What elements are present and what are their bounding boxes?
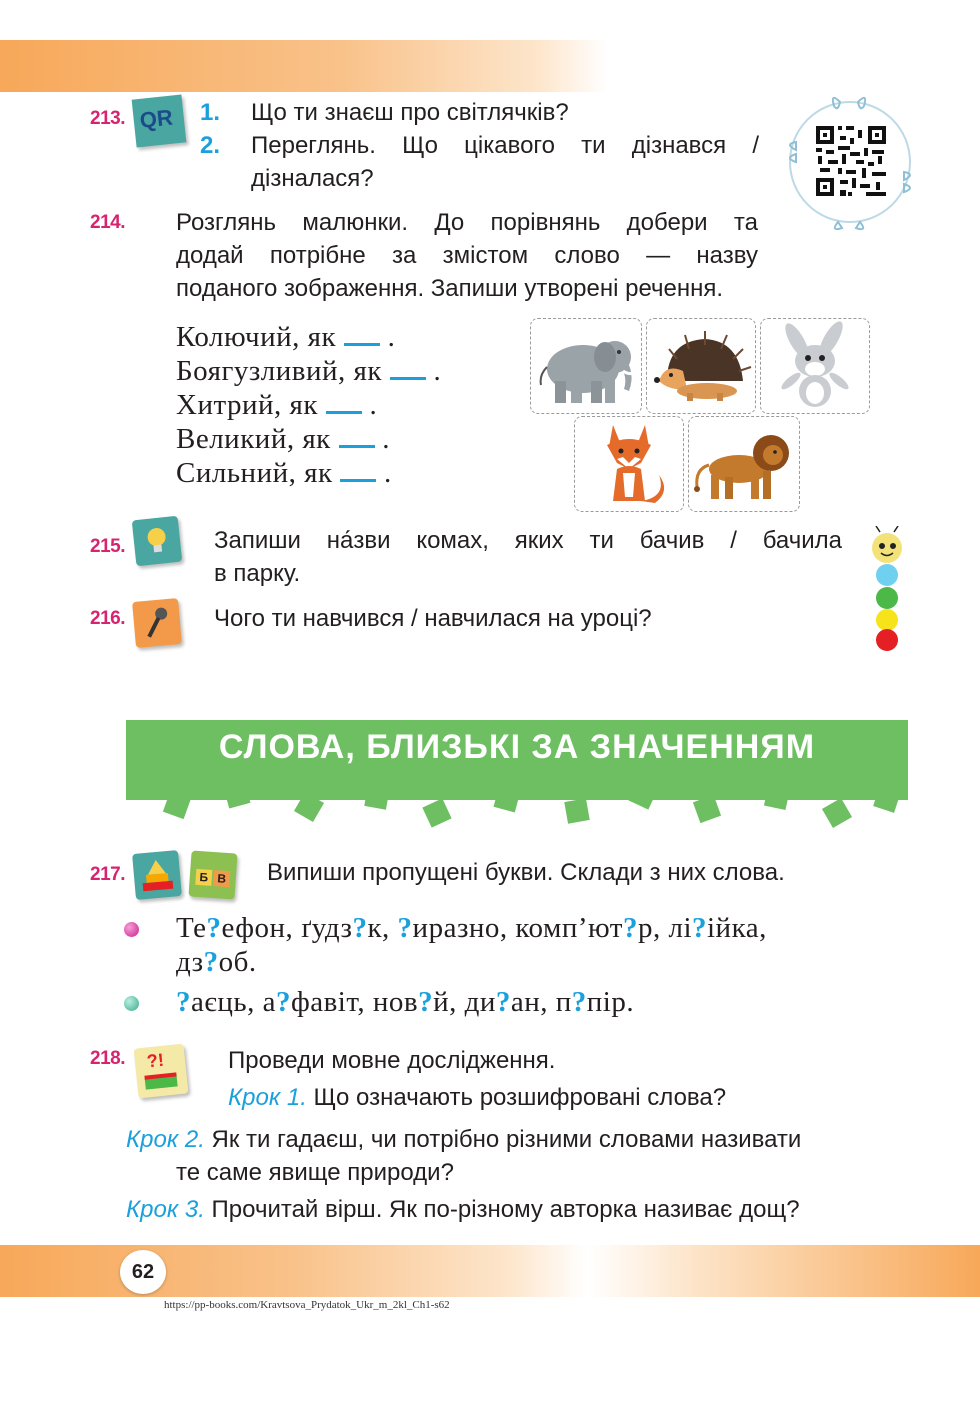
missing-letter[interactable]: ? [206,912,222,944]
phrase-row-5 [176,456,392,490]
answer-blank[interactable] [339,423,375,448]
word-row-1-cont [176,945,257,979]
confetti-square [873,785,901,813]
step-2-text: Як ти гадаєш, чи потрібно різними словами називати [211,1126,802,1153]
word-part: пір. [586,986,635,1018]
step-1-label: Крок 1. [228,1084,307,1111]
phrase-period: . [384,457,392,489]
confetti-square [364,784,389,809]
step-1-text: Що означають розшифровані слова? [313,1084,727,1111]
step-2-cont: те саме явище природи? [176,1159,454,1186]
phrase-period: . [382,423,391,455]
task-214-text-line1: Розглянь малюнки. До порівнянь добери та [176,209,758,236]
phrase-text: Великий, як [176,423,331,455]
phrase-row-3 [176,388,377,422]
missing-letter[interactable]: ? [176,986,191,1018]
picture-card-fox [574,416,684,512]
picture-card-hare [760,318,870,414]
missing-letter[interactable]: ? [203,946,219,978]
task-215-text-line1: Запиши на́зви комах, яких ти бачив / бачила [214,527,842,554]
phrase-text: Боягузливий, як [176,355,382,387]
confetti-square [764,784,790,810]
missing-letter[interactable]: ? [397,912,413,944]
step-3-text: Прочитай вірш. Як по-різному авторка називає дощ? [211,1196,800,1223]
research-label: ?! [145,1049,165,1072]
word-part: Те [176,912,207,944]
list-marker-1: 1. [200,99,221,126]
section-title: СЛОВА, БЛИЗЬКІ ЗА ЗНАЧЕННЯМ [218,728,816,766]
confetti-square [294,792,324,822]
lightbulb-icon [132,516,183,567]
top-header-bar [0,40,980,92]
confetti-square [494,786,521,813]
word-part: фавіт, нов [290,986,419,1018]
task-216-text: Чого ти навчився / навчилася на уроці? [214,605,652,632]
task-214-text-line3: поданого зображення. Запиши утворені речення. [176,275,724,302]
phrase-row-4 [176,422,390,456]
letter-blocks-icon [188,850,237,899]
confetti-square [422,798,451,827]
task-218-intro: Проведи мовне дослідження. [228,1047,556,1074]
confetti-square [693,795,721,823]
missing-letter[interactable]: ? [692,912,707,944]
task-217-text: Випиши пропущені букви. Склади з них слова. [267,859,785,886]
word-part: ан, п [510,986,572,1018]
task-number-218: 218. [90,1048,125,1069]
answer-blank[interactable] [326,389,362,414]
list-marker-2: 2. [200,132,221,159]
step-3-label: Крок 3. [126,1196,205,1223]
missing-letter[interactable]: ? [495,986,511,1018]
microphone-icon [132,598,182,648]
step-1 [228,1081,726,1114]
qr-badge-label: QR [138,104,174,133]
task-213-item-2: Переглянь. Що цікавого ти дізнався / [251,132,759,159]
source-url[interactable]: https://pp-books.com/Kravtsova_Prydatok_Ukr_m_2kl_Ch1-s62 [164,1299,450,1311]
phrase-period: . [387,321,396,353]
hare-icon [761,319,869,413]
confetti-square [564,798,589,823]
hedgehog-icon [647,319,755,413]
pyramid-toy-icon [132,850,182,900]
picture-card-elephant [530,318,642,414]
missing-letter[interactable]: ? [418,986,434,1018]
word-part: дз [176,946,204,978]
elephant-icon [531,319,641,413]
page-number: 62 [120,1250,166,1294]
block-letter-b: Б [195,869,212,886]
phrase-row-1 [176,320,395,354]
phrase-text: Сильний, як [176,457,333,489]
caterpillar-icon [864,526,910,652]
fox-icon [575,417,683,511]
block-letter-v: В [213,870,230,887]
word-part: р, лі [637,912,692,944]
task-number-216: 216. [90,608,125,629]
missing-letter[interactable]: ? [275,986,291,1018]
phrase-text: Хитрий, як [176,389,318,421]
word-row-2 [176,985,634,1019]
missing-letter[interactable]: ? [571,986,587,1018]
bullet-teal [124,996,139,1011]
task-213-item-2-cont: дізналася? [251,165,374,192]
phrase-period: . [433,355,442,387]
word-part: ійка, [707,912,767,944]
answer-blank[interactable] [390,355,426,380]
qr-code[interactable] [782,92,918,232]
confetti-square [822,798,852,828]
task-number-213: 213. [90,108,125,129]
word-part: аєць, а [191,986,276,1018]
research-book-icon [134,1044,189,1099]
step-2-label: Крок 2. [126,1126,205,1153]
task-number-217: 217. [90,864,125,885]
lion-icon [689,417,799,511]
picture-card-hedgehog [646,318,756,414]
answer-blank[interactable] [344,321,380,346]
task-213-item-1: Що ти знаєш про світлячків? [251,99,569,126]
word-part: об. [218,946,257,978]
step-3 [126,1193,800,1226]
task-214-text-line2: додай потрібне за змістом слово — назву [176,242,758,269]
word-part: к, [367,912,398,944]
task-number-215: 215. [90,536,125,557]
confetti-square [224,782,251,809]
missing-letter[interactable]: ? [352,912,368,944]
caterpillar-decoration [864,526,910,652]
confetti-square [163,791,191,819]
phrase-text: Колючий, як [176,321,337,353]
task-215-text-line2: в парку. [214,560,301,587]
missing-letter[interactable]: ? [622,912,638,944]
answer-blank[interactable] [340,457,376,482]
phrase-row-2 [176,354,441,388]
word-part: й, ди [433,986,496,1018]
bullet-pink [124,922,139,937]
word-row-1 [176,911,767,945]
qr-task-icon [132,95,187,148]
banner-confetti [126,780,908,830]
phrase-period: . [369,389,378,421]
confetti-square [628,780,657,809]
step-2 [126,1123,801,1156]
task-number-214: 214. [90,212,125,233]
picture-card-lion [688,416,800,512]
word-part: иразно, комп’ют [412,912,623,944]
word-part: ефон, ґудз [221,912,353,944]
